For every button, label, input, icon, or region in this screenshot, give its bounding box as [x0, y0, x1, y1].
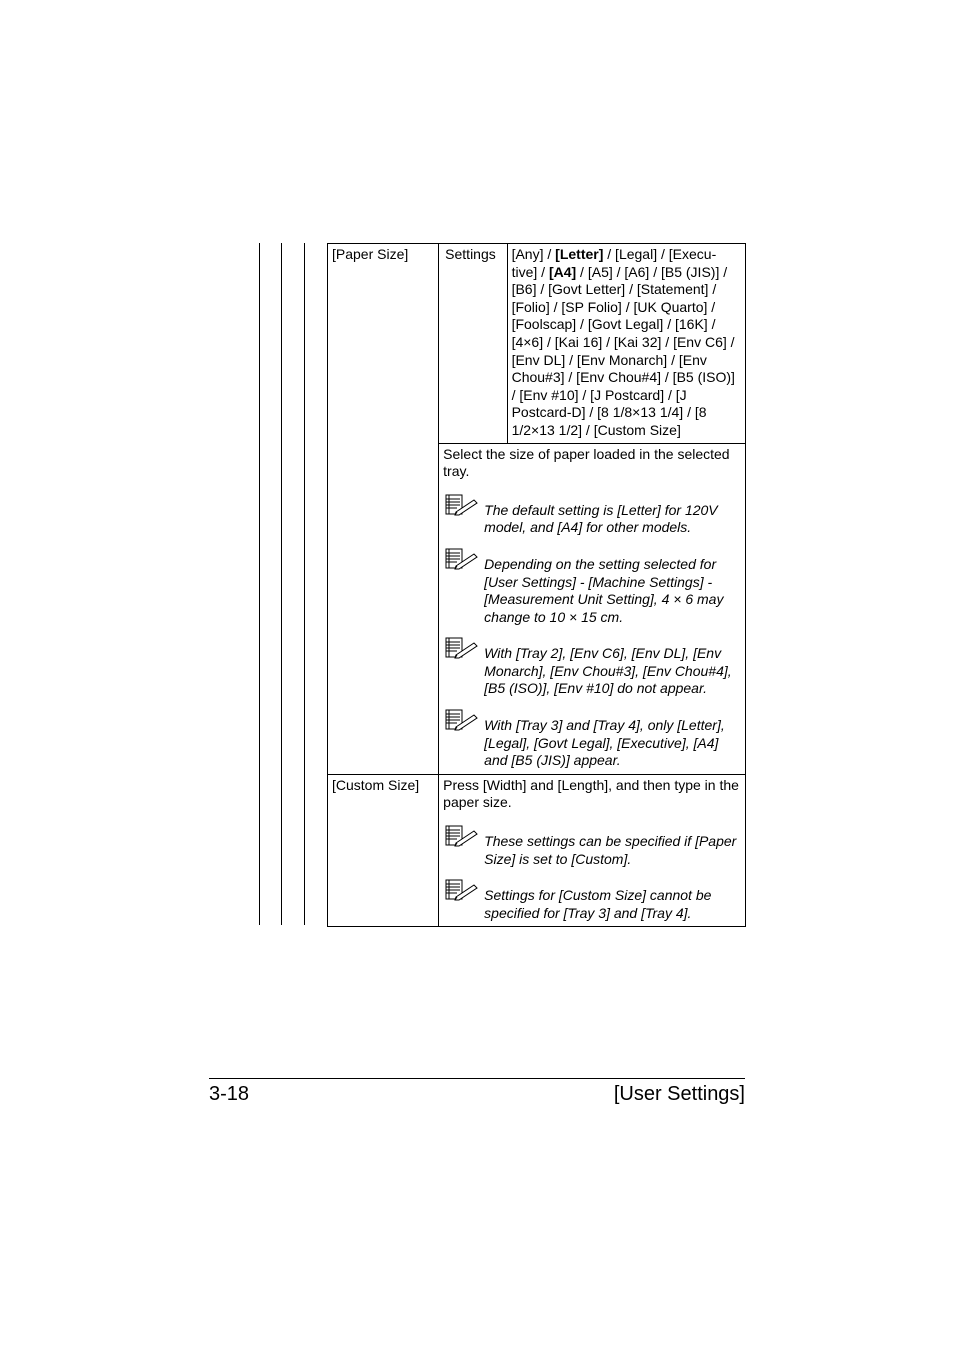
tree-guide-line-3 [304, 243, 305, 925]
note-pencil-icon [444, 637, 478, 659]
paper-size-description: Select the size of paper loaded in the selected tray. [443, 445, 730, 480]
note-text: Depending on the setting selected for [User Settings] - [Machine Settings] - [Measurement Unit Setting], 4 × 6 may change to 10 × 15 cm. [484, 555, 724, 625]
note [443, 502, 741, 537]
note [443, 645, 741, 698]
note-pencil-icon [444, 494, 478, 516]
settings-table [327, 243, 746, 927]
note-text: With [Tray 3] and [Tray 4], only [Letter], [Legal], [Govt Legal], [Executive], [A4] and [B5 (JIS)] appear. [484, 717, 725, 769]
note-pencil-icon [444, 709, 478, 731]
note-text: Settings for [Custom Size] cannot be specified for [Tray 3] and [Tray 4]. [484, 887, 712, 921]
note [443, 717, 741, 770]
settings-label: Settings [439, 244, 507, 444]
note-text: These settings can be specified if [Paper Size] is set to [Custom]. [484, 833, 737, 867]
section-title: [User Settings] [613, 1083, 745, 1105]
default-a4-option: [A4] [548, 263, 577, 280]
tree-guide-line-2 [281, 243, 282, 925]
default-letter-option: [Letter] [555, 246, 604, 262]
note-pencil-icon [444, 825, 478, 847]
custom-size-description-cell [439, 774, 746, 927]
paper-size-options: [Any] / [Letter] / [Legal] / [Execu-tive] / [A4] / [A5] / [A6] / [B5 (JIS)] / [B6] / [Govt Letter] / [Statement] / [Folio] / [SP Folio] / [UK Quarto] / [Foolscap] / [Govt Legal] / [16K] / [4×6] / [Kai 16] / [Kai 32] / [Env C6] / [Env DL] / [Env Monarch] / [Env Chou#3] / [Env Chou#4] / [B5 (ISO)] / [Env #10] / [J Postcard] / [J Postcard-D] / [8 1/8×13 1/4] / [8 1/2×13 1/2] / [Custom Size] [507, 244, 745, 444]
note-text: With [Tray 2], [Env C6], [Env DL], [Env Monarch], [Env Chou#3], [Env Chou#4], [B5 (ISO)], [Env #10] do not appear. [484, 645, 732, 697]
tree-guide-line-1 [259, 243, 260, 925]
paper-size-description-cell [439, 443, 746, 774]
page-number: 3-18 [209, 1083, 250, 1105]
note [443, 556, 741, 626]
note [443, 833, 741, 868]
note [443, 887, 741, 922]
paper-size-label: [Paper Size] [328, 244, 439, 775]
note-pencil-icon [444, 879, 478, 901]
custom-size-label: [Custom Size] [328, 774, 439, 927]
footer-divider [209, 1078, 745, 1079]
table-row [328, 244, 746, 444]
note-text: The default setting is [Letter] for 120V model, and [A4] for other models. [484, 501, 718, 536]
table-row [328, 774, 746, 927]
custom-size-description: Press [Width] and [Length], and then type in the paper size. [443, 776, 739, 811]
note-pencil-icon [444, 548, 478, 570]
